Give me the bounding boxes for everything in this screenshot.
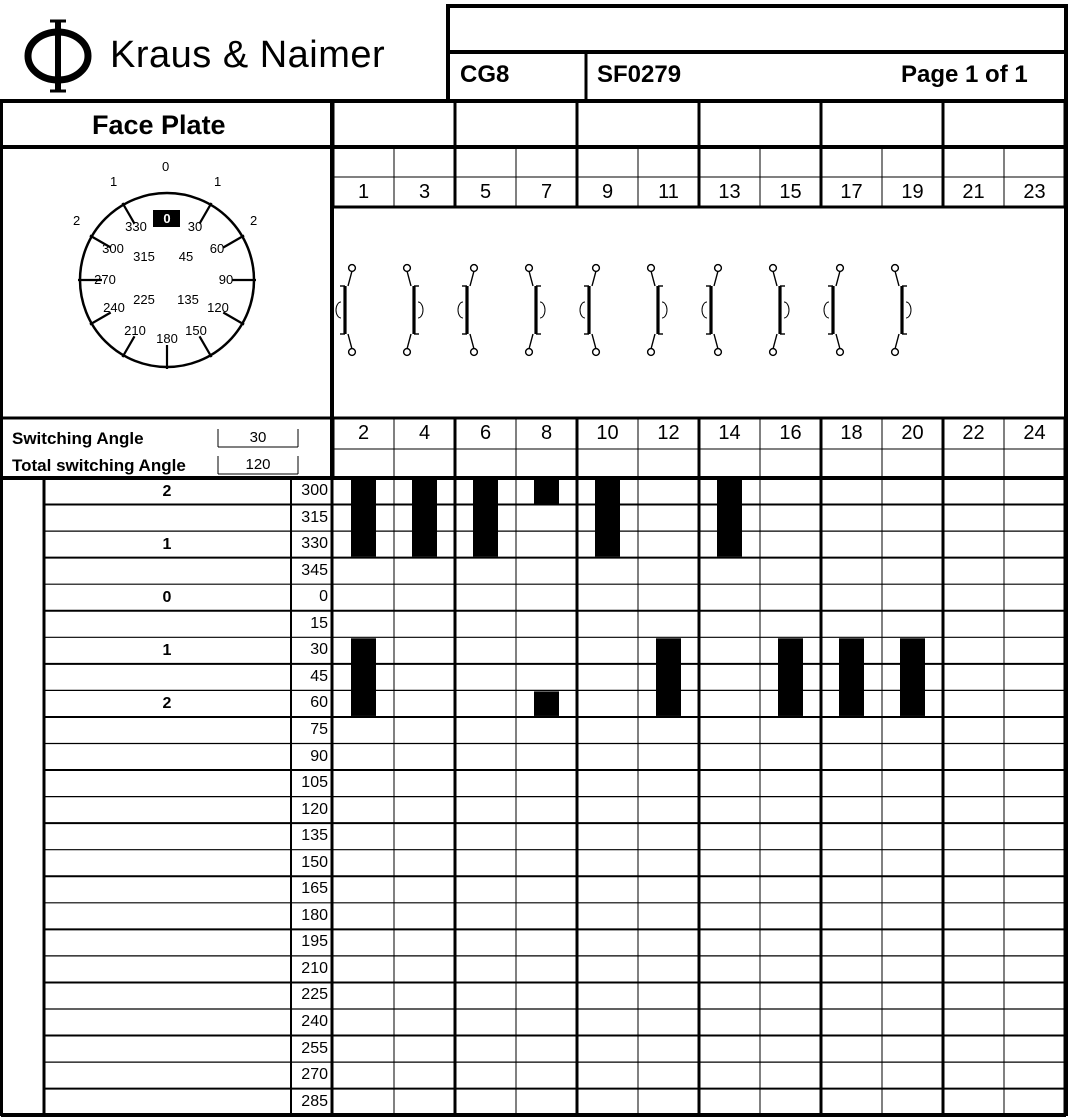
contact-number: 13 bbox=[718, 181, 741, 203]
dial-position-label: 2 bbox=[250, 213, 258, 228]
angle-value: 60 bbox=[310, 694, 328, 712]
contact-symbol bbox=[458, 265, 477, 356]
angle-value: 90 bbox=[310, 747, 328, 765]
angle-value: 180 bbox=[301, 906, 328, 924]
series-code: CG8 bbox=[460, 61, 510, 88]
angle-value: 270 bbox=[301, 1066, 328, 1084]
dial-angle-label: 120 bbox=[207, 300, 229, 315]
contact-symbol bbox=[824, 265, 843, 356]
contact-number: 17 bbox=[840, 181, 863, 203]
contact-number: 24 bbox=[1023, 422, 1046, 444]
dial-position-label: 1 bbox=[214, 174, 222, 189]
contact-symbol bbox=[404, 265, 423, 356]
dial-angle-label: 30 bbox=[187, 219, 203, 234]
dial-position-label: 0 bbox=[162, 159, 170, 174]
contact-symbol bbox=[770, 265, 789, 356]
contact-number: 1 bbox=[357, 181, 370, 203]
dial-angle-label: 60 bbox=[209, 241, 225, 256]
contact-number: 21 bbox=[962, 181, 985, 203]
total-switching-angle-label: Total switching Angle bbox=[12, 456, 186, 475]
angle-value: 300 bbox=[301, 482, 328, 499]
angle-value: 150 bbox=[301, 853, 328, 871]
program-code: SF0279 bbox=[597, 61, 682, 88]
dial-angle-label: 210 bbox=[124, 323, 146, 338]
angle-value: 255 bbox=[301, 1039, 328, 1057]
contact-number: 22 bbox=[962, 422, 985, 444]
angle-value: 345 bbox=[301, 561, 328, 579]
dial-position-label: 1 bbox=[110, 174, 118, 189]
dial-angle-label: 300 bbox=[102, 241, 124, 256]
angle-value: 135 bbox=[301, 827, 328, 845]
contact-number: 4 bbox=[418, 422, 431, 444]
angle-value: 120 bbox=[301, 800, 328, 818]
angle-value: 330 bbox=[301, 535, 328, 553]
switching-angle-value: 30 bbox=[249, 429, 267, 446]
contact-number: 20 bbox=[901, 422, 924, 444]
position-value: 2 bbox=[162, 483, 172, 500]
dial-angle-label: 225 bbox=[133, 292, 155, 307]
angle-value: 165 bbox=[301, 880, 328, 898]
angle-value: 210 bbox=[301, 959, 328, 977]
face-plate-title: Face Plate bbox=[92, 110, 226, 140]
dial-angle-label: 180 bbox=[156, 331, 178, 346]
contact-number: 2 bbox=[357, 422, 370, 444]
contact-number: 5 bbox=[479, 181, 492, 203]
angle-value: 30 bbox=[310, 641, 328, 659]
contact-number: 7 bbox=[540, 181, 553, 203]
angle-value: 315 bbox=[301, 508, 328, 526]
dial-angle-label: 150 bbox=[185, 323, 207, 338]
brand-name: Kraus & Naimer bbox=[110, 34, 386, 76]
angle-value: 285 bbox=[301, 1092, 328, 1110]
angle-value: 195 bbox=[301, 933, 328, 951]
dial-angle-label: 0 bbox=[163, 211, 171, 226]
contact-symbol bbox=[580, 265, 599, 356]
contact-number: 9 bbox=[601, 181, 614, 203]
contact-symbol bbox=[336, 265, 355, 356]
angle-value: 75 bbox=[310, 720, 328, 738]
position-value: 2 bbox=[162, 695, 172, 713]
dial-angle-label: 240 bbox=[103, 300, 125, 315]
contact-number: 3 bbox=[418, 181, 431, 203]
dial-angle-label: 90 bbox=[218, 272, 234, 287]
contact-symbol bbox=[648, 265, 667, 356]
angle-value: 0 bbox=[319, 588, 328, 606]
dial-angle-label: 270 bbox=[94, 272, 116, 287]
switching-angle-label: Switching Angle bbox=[12, 429, 144, 448]
total-switching-angle-value: 120 bbox=[245, 456, 271, 473]
dial-labels bbox=[0, 150, 330, 420]
contact-number: 18 bbox=[840, 422, 863, 444]
angle-value: 105 bbox=[301, 774, 328, 792]
contact-number: 14 bbox=[718, 422, 741, 444]
contact-number: 8 bbox=[540, 422, 553, 444]
contact-number: 11 bbox=[658, 181, 679, 203]
position-value: 0 bbox=[162, 589, 172, 607]
page-indicator: Page 1 of 1 bbox=[901, 61, 1028, 88]
phi-logo-icon bbox=[22, 18, 94, 94]
contact-number: 16 bbox=[779, 422, 802, 444]
contact-number: 15 bbox=[779, 181, 802, 203]
contact-number: 23 bbox=[1023, 181, 1046, 203]
dial-angle-label: 45 bbox=[178, 249, 194, 264]
contact-number: 19 bbox=[901, 181, 924, 203]
angle-value: 240 bbox=[301, 1013, 328, 1030]
contact-number: 12 bbox=[657, 422, 680, 444]
contact-symbol bbox=[892, 265, 911, 356]
contact-number: 6 bbox=[479, 422, 492, 444]
dial-angle-label: 330 bbox=[125, 219, 147, 234]
angle-value: 45 bbox=[310, 667, 328, 685]
contact-number: 10 bbox=[596, 422, 619, 444]
contact-symbol bbox=[526, 265, 545, 356]
dial-angle-label: 135 bbox=[177, 292, 199, 307]
angle-value: 15 bbox=[310, 614, 328, 632]
dial-position-label: 2 bbox=[73, 213, 81, 228]
position-value: 1 bbox=[162, 642, 172, 660]
dial-angle-label: 315 bbox=[133, 249, 155, 264]
angle-value: 225 bbox=[301, 986, 328, 1004]
contact-symbol bbox=[702, 265, 721, 356]
contact-diagram bbox=[333, 208, 1063, 418]
position-value: 1 bbox=[162, 536, 172, 554]
